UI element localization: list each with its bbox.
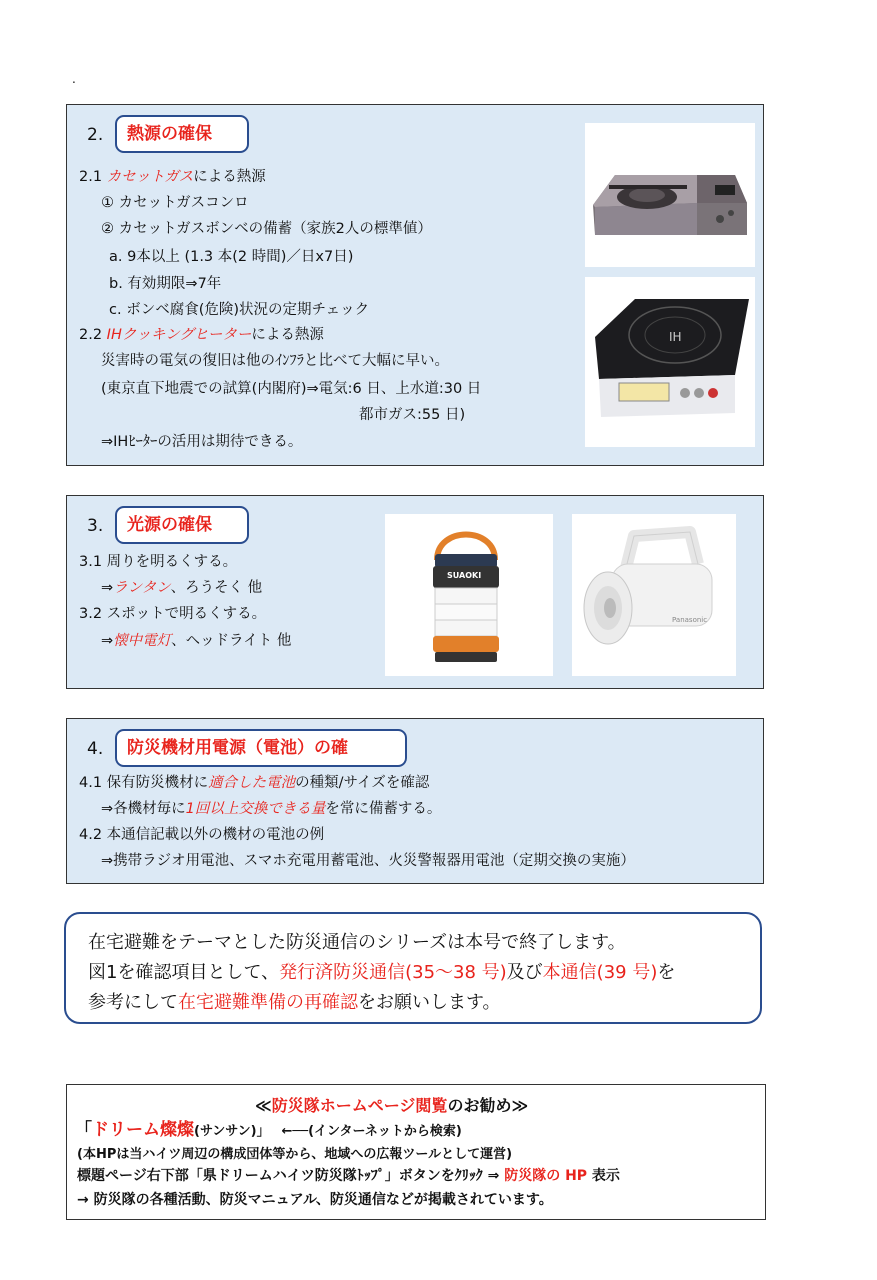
item-battery-examples: ⇒携帯ラジオ用電池、スマホ充電用蓄電池、火災警報器用電池（定期交換の実施） bbox=[101, 853, 635, 869]
page-marker: . bbox=[72, 72, 76, 86]
item-gas-estimate: 都市ガス:55 日) bbox=[359, 407, 466, 423]
message-line-1: 在宅避難をテーマとした防災通信のシリーズは本号で終了します。 bbox=[88, 932, 626, 953]
item-3-1: 3.1 周りを明るくする。 bbox=[79, 554, 238, 570]
item-3-2: 3.2 スポットで明るくする。 bbox=[79, 606, 267, 622]
item-4-2: 4.2 本通信記載以外の機材の電池の例 bbox=[79, 827, 325, 843]
homepage-instructions: 標題ページ右下部「県ドリームハイツ防災隊ﾄｯﾌﾟ」ボタンをｸﾘｯｸ ⇒ 防災隊の HP 表示 bbox=[77, 1168, 620, 1184]
homepage-note: (本HPは当ハイツ周辺の構成団体等から、地域への広報ツールとして運営) bbox=[77, 1147, 513, 1162]
flashlight-photo bbox=[572, 514, 736, 676]
item-conclusion: ⇒IHﾋｰﾀｰの活用は期待できる。 bbox=[101, 434, 303, 450]
section-number: 3. bbox=[87, 516, 104, 536]
homepage-recommendation bbox=[66, 1084, 766, 1220]
gas-stove-photo bbox=[585, 123, 755, 267]
item-recovery: 災害時の電気の復旧は他のｲﾝﾌﾗと比べて大幅に早い。 bbox=[101, 353, 449, 369]
item-4-1: 4.1 保有防災機材に適合した電池の種類/サイズを確認 bbox=[79, 775, 430, 791]
message-line-2: 図1を確認項目として、発行済防災通信(35～38 号)及び本通信(39 号)を bbox=[88, 962, 676, 983]
lantern-photo bbox=[385, 514, 553, 676]
flashlight-brand-label: Panasonic bbox=[672, 616, 708, 624]
message-line-3: 参考にして在宅避難準備の再確認をお願いします。 bbox=[88, 992, 501, 1013]
section-title: 防災機材用電源（電池）の確 bbox=[115, 729, 407, 767]
item-2-1: 2.1 カセットガスによる熱源 bbox=[79, 169, 266, 185]
homepage-site-name: 「ドリーム燦燦(サンサン)」 ←──(インターネットから検索) bbox=[75, 1120, 462, 1140]
section-number: 2. bbox=[87, 125, 104, 145]
section-title: 熱源の確保 bbox=[115, 115, 249, 153]
item-2-2: 2.2 IHクッキングヒーターによる熱源 bbox=[79, 327, 324, 343]
section-light-source bbox=[66, 495, 764, 689]
item-c: c. ボンベ腐食(危険)状況の定期チェック bbox=[109, 302, 370, 318]
homepage-title: ≪防災隊ホームページ閲覧のお勧め≫ bbox=[255, 1096, 529, 1115]
item-lantern: ⇒ランタン、ろうそく 他 bbox=[101, 580, 263, 596]
item-estimate: (東京直下地震での試算(内閣府)⇒電気:6 日、上水道:30 日 bbox=[101, 381, 482, 397]
section-battery bbox=[66, 718, 764, 884]
item-gas-stove: ① カセットガスコンロ bbox=[101, 195, 249, 211]
section-heat-source bbox=[66, 104, 764, 466]
homepage-contents: → 防災隊の各種活動、防災マニュアル、防災通信などが掲載されています。 bbox=[77, 1192, 553, 1208]
item-stock: ⇒各機材毎に1回以上交換できる量を常に備蓄する。 bbox=[101, 801, 442, 817]
svg-text:IH: IH bbox=[669, 330, 682, 344]
ih-cooker-photo bbox=[585, 277, 755, 447]
lantern-brand-label: SUAOKI bbox=[447, 571, 482, 580]
closing-message bbox=[64, 912, 762, 1024]
item-gas-cylinders: ② カセットガスボンベの備蓄（家族2人の標準値） bbox=[101, 221, 432, 237]
section-title: 光源の確保 bbox=[115, 506, 249, 544]
item-b: b. 有効期限⇒7年 bbox=[109, 276, 222, 292]
item-a: a. 9本以上 (1.3 本(2 時間)／日x7日) bbox=[109, 249, 354, 265]
item-flashlight: ⇒懐中電灯、ヘッドライト 他 bbox=[101, 633, 292, 649]
section-number: 4. bbox=[87, 739, 104, 759]
